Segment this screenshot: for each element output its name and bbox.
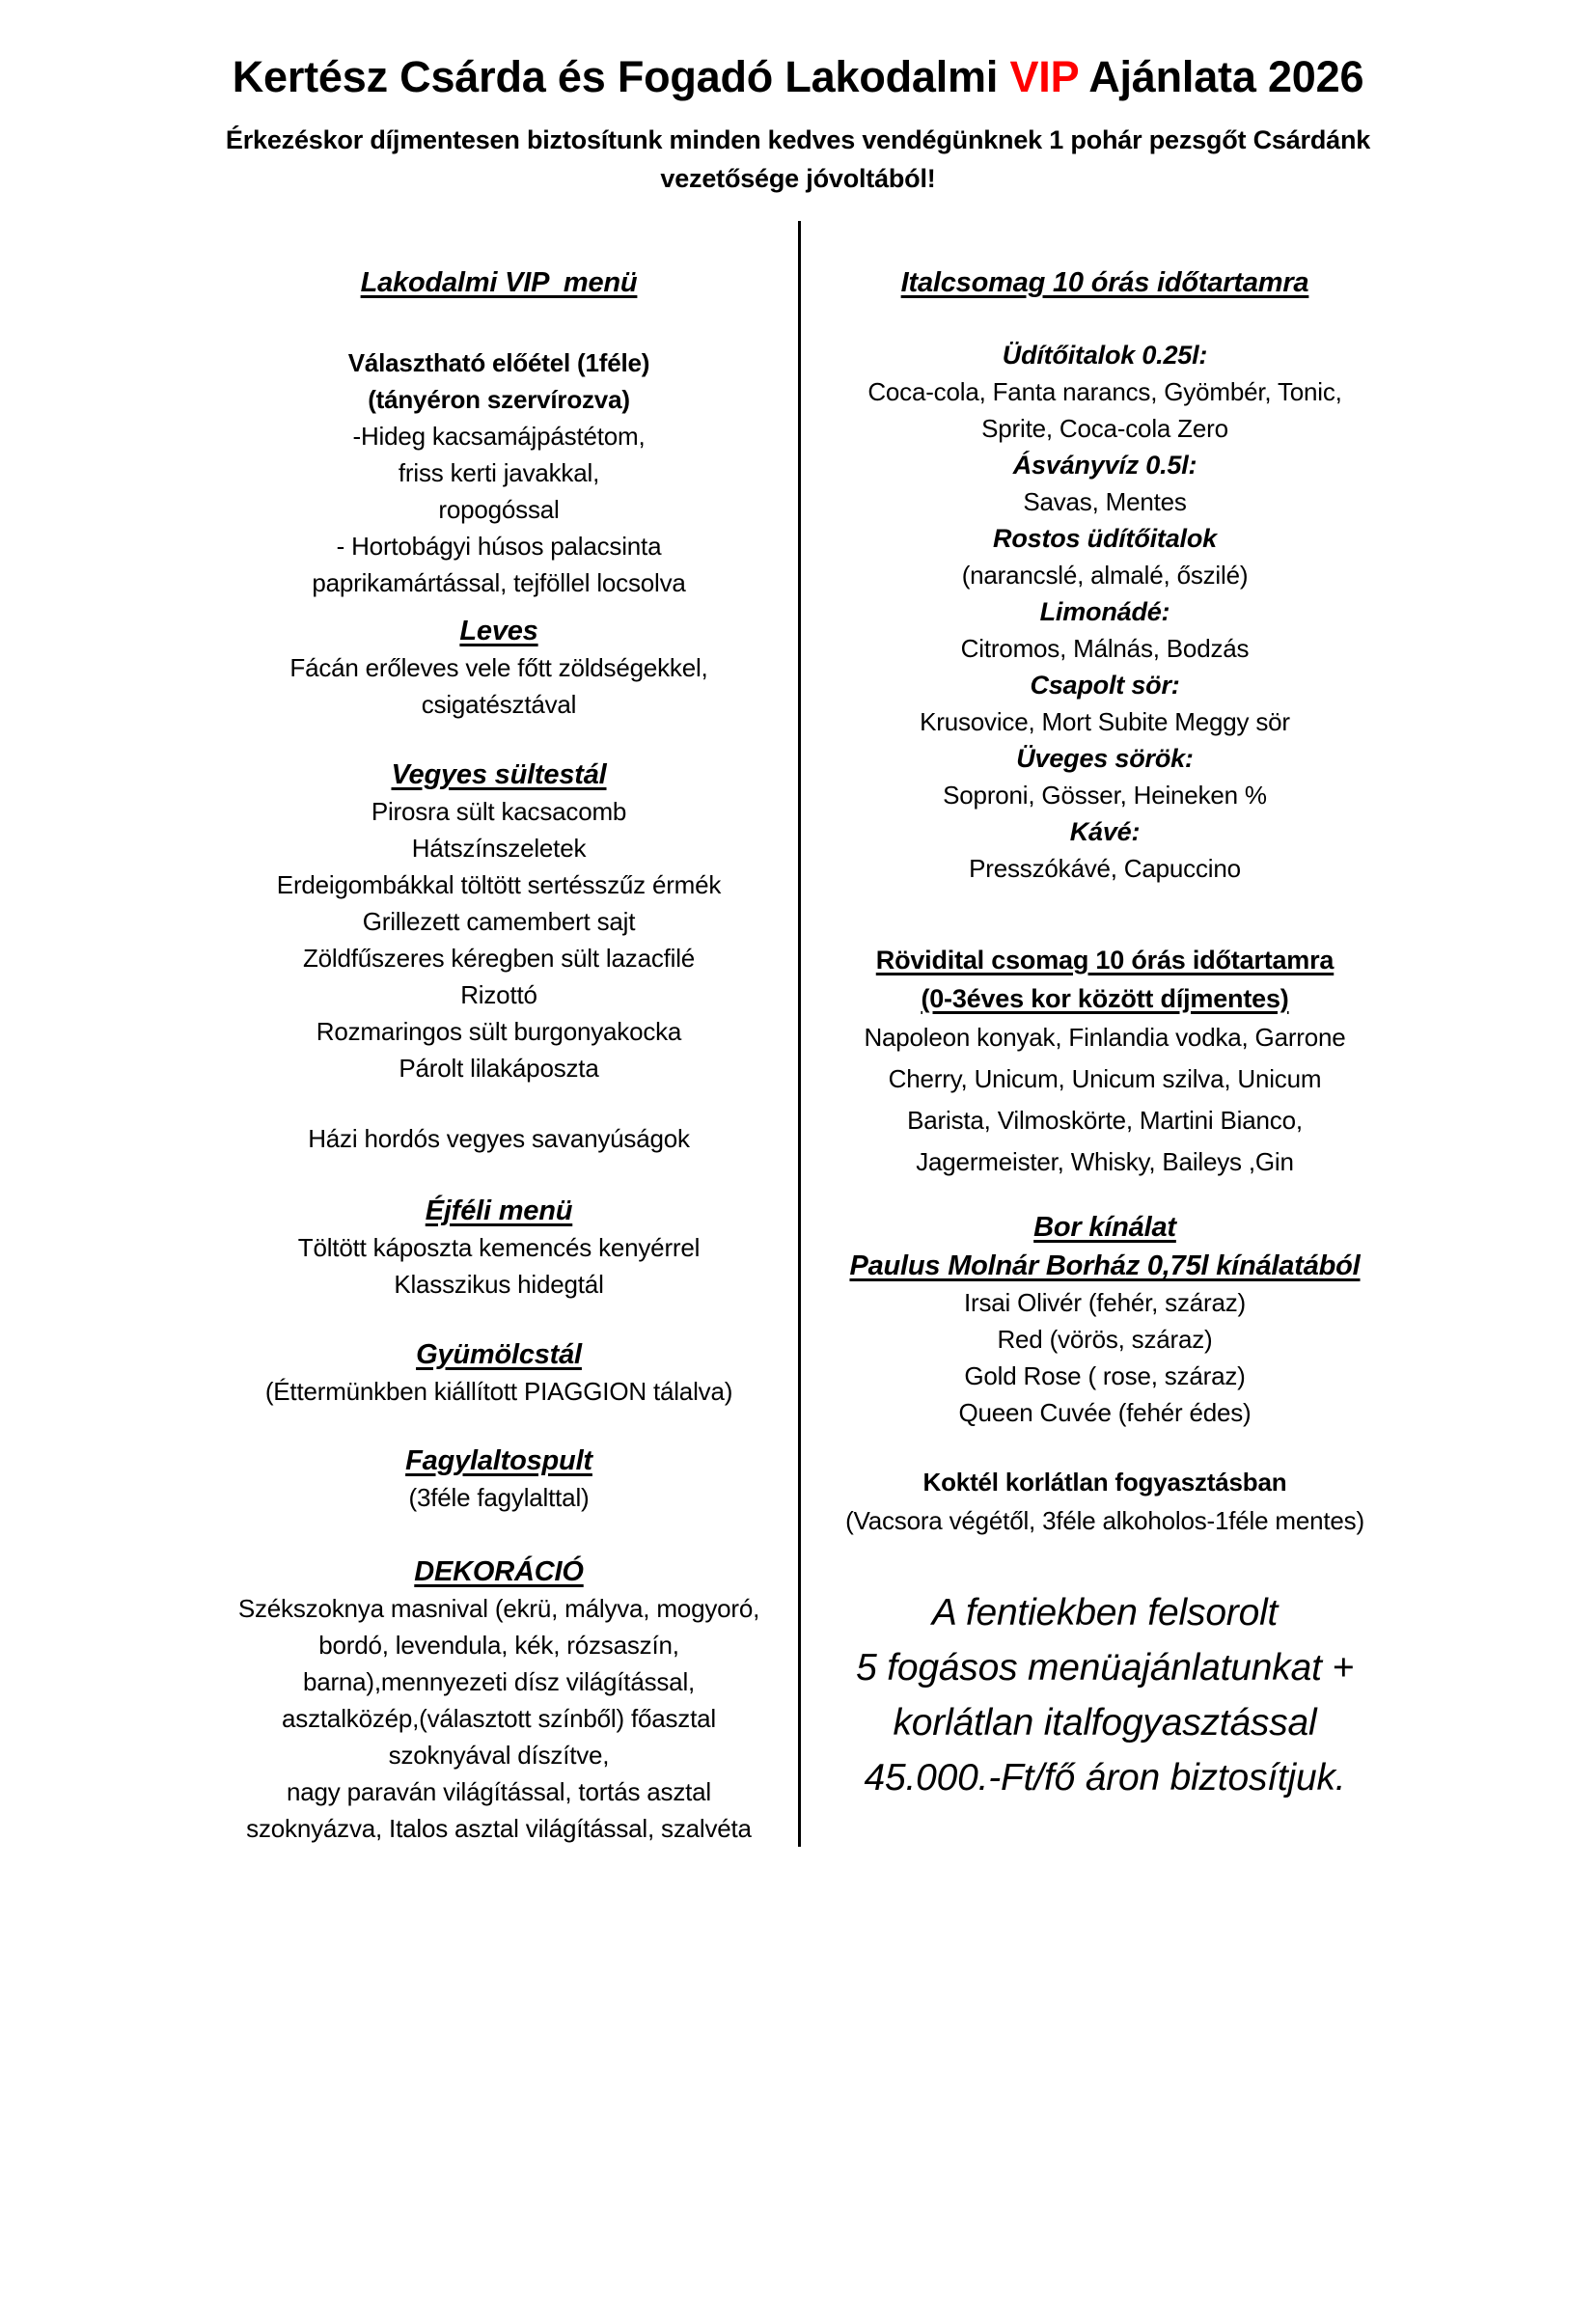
menu-line: Sprite, Coca-cola Zero	[981, 414, 1228, 443]
menu-line: Töltött káposzta kemencés kenyérrel	[297, 1233, 701, 1262]
menu-columns	[0, 221, 1596, 1847]
menu-line: (Éttermünkben kiállított PIAGGION tálalva)	[264, 1377, 733, 1406]
menu-line: Pirosra sült kacsacomb	[371, 797, 627, 826]
menu-line: Savas, Mentes	[1023, 487, 1187, 516]
menu-section-heading: Üdítőitalok 0.25l:	[1002, 341, 1208, 370]
menu-line: nagy paraván világítással, tortás asztal	[286, 1777, 712, 1806]
menu-line: barna),mennyezeti dísz világítással,	[302, 1667, 696, 1696]
menu-line: Citromos, Málnás, Bodzás	[960, 634, 1250, 663]
menu-line: Gold Rose ( rose, száraz)	[964, 1361, 1246, 1390]
menu-line: Rizottó	[460, 980, 537, 1009]
menu-section-heading: Rostos üdítőitalok	[993, 524, 1217, 553]
menu-section-heading: Gyümölcstál	[416, 1339, 582, 1370]
menu-section-heading: Bor kínálat	[1033, 1212, 1176, 1243]
menu-line: Fácán erőleves vele főtt zöldségekkel,	[289, 653, 708, 682]
menu-line: Házi hordós vegyes savanyúságok	[308, 1124, 690, 1153]
menu-line: Jagermeister, Whisky, Baileys ,Gin	[916, 1147, 1294, 1176]
menu-line: szoknyázva, Italos asztal világítással, szalvéta	[246, 1814, 752, 1843]
menu-line: - Hortobágyi húsos palacsinta	[336, 532, 662, 561]
menu-line: csigatésztával	[421, 690, 577, 719]
menu-section-heading: Italcsomag 10 órás időtartamra	[900, 267, 1309, 298]
menu-line: friss kerti javakkal,	[398, 458, 600, 487]
menu-section-heading: Vegyes sültestál	[391, 759, 607, 790]
menu-line: Rozmaringos sült burgonyakocka	[316, 1017, 682, 1046]
menu-section-heading: (0-3éves kor között díjmentes)	[921, 984, 1289, 1013]
menu-line: Queen Cuvée (fehér édes)	[958, 1398, 1252, 1427]
drinks-menu-column	[801, 221, 1409, 1847]
page-subtitle	[0, 121, 1596, 198]
menu-section-heading: Lakodalmi VIP menü	[360, 267, 638, 298]
menu-line: Erdeigombákkal töltött sertésszűz érmék	[276, 870, 722, 899]
menu-section-heading: Limonádé:	[1039, 597, 1170, 626]
menu-document	[0, 50, 1596, 1847]
menu-section-heading: Éjféli menü	[425, 1195, 573, 1226]
subtitle-line-2: vezetősége jóvoltából!	[660, 164, 936, 193]
menu-section-heading: DEKORÁCIÓ	[414, 1556, 584, 1587]
menu-line: asztalközép,(választott színből) főasztal	[282, 1704, 716, 1733]
menu-line: Presszókávé, Capuccino	[969, 854, 1241, 883]
menu-line: (3féle fagylalttal)	[408, 1483, 590, 1512]
menu-line: (Vacsora végétől, 3féle alkoholos-1féle mentes)	[845, 1506, 1364, 1535]
menu-line: Krusovice, Mort Subite Meggy sör	[920, 707, 1290, 736]
page-title	[0, 50, 1596, 103]
page-title-suffix: Ajánlata 2026	[1078, 52, 1364, 101]
menu-section-heading: Rövidital csomag 10 órás időtartamra	[875, 946, 1335, 975]
menu-section-heading: Ásványvíz 0.5l:	[1012, 451, 1197, 480]
menu-line: Red (vörös, száraz)	[997, 1325, 1213, 1354]
subtitle-line-1: Érkezéskor díjmentesen biztosítunk minden kedves vendégünknek 1 pohár pezsgőt Csárdánk	[225, 125, 1371, 154]
menu-line: Klasszikus hidegtál	[394, 1270, 604, 1299]
menu-line: Párolt lilakáposzta	[399, 1054, 599, 1083]
menu-line: Soproni, Gösser, Heineken %	[943, 781, 1267, 810]
menu-section-heading: Fagylaltospult	[405, 1445, 592, 1476]
menu-section-heading: Csapolt sör:	[1030, 671, 1180, 700]
menu-line: Napoleon konyak, Finlandia vodka, Garrone	[864, 1023, 1346, 1052]
menu-section-heading: Kávé:	[1069, 817, 1141, 846]
closing-offer-line: A fentiekben felsorolt	[931, 1592, 1279, 1634]
menu-section-heading: Üveges sörök:	[1016, 744, 1194, 773]
menu-line: Zöldfűszeres kéregben sült lazacfilé	[302, 944, 696, 973]
closing-offer-line: korlátlan italfogyasztással	[893, 1702, 1317, 1744]
menu-line: -Hideg kacsamájpástétom,	[352, 422, 646, 451]
menu-line: Koktél korlátlan fogyasztásban	[922, 1468, 1287, 1497]
food-menu-column	[200, 221, 798, 1847]
menu-page	[0, 50, 1596, 2307]
closing-offer-line: 45.000.-Ft/fő áron biztosítjuk.	[864, 1757, 1346, 1799]
menu-line: Hátszínszeletek	[411, 834, 587, 863]
menu-line: Irsai Olivér (fehér, száraz)	[963, 1288, 1247, 1317]
menu-section-heading: Paulus Molnár Borház 0,75l kínálatából	[849, 1250, 1361, 1281]
menu-line: Választható előétel (1féle)	[347, 348, 650, 377]
menu-line: (narancslé, almalé, őszilé)	[961, 561, 1249, 590]
menu-line: szoknyával díszítve,	[388, 1741, 610, 1770]
menu-line: Grillezett camembert sajt	[362, 907, 636, 936]
menu-line: Barista, Vilmoskörte, Martini Bianco,	[907, 1106, 1303, 1135]
menu-line: ropogóssal	[438, 495, 560, 524]
title-vip-highlight: VIP	[1009, 52, 1079, 101]
menu-line: Cherry, Unicum, Unicum szilva, Unicum	[888, 1064, 1322, 1093]
menu-line: paprikamártással, tejföllel locsolva	[312, 568, 686, 597]
closing-offer-line: 5 fogásos menüajánlatunkat +	[856, 1647, 1354, 1689]
page-title-prefix: Kertész Csárda és Fogadó Lakodalmi	[232, 52, 1010, 101]
menu-line: Székszoknya masnival (ekrü, mályva, mogyoró,	[237, 1594, 760, 1623]
menu-line: Coca-cola, Fanta narancs, Gyömbér, Tonic,	[867, 377, 1342, 406]
menu-line: (tányéron szervírozva)	[368, 385, 630, 414]
menu-section-heading: Leves	[459, 616, 538, 646]
menu-line: bordó, levendula, kék, rózsaszín,	[318, 1631, 679, 1660]
